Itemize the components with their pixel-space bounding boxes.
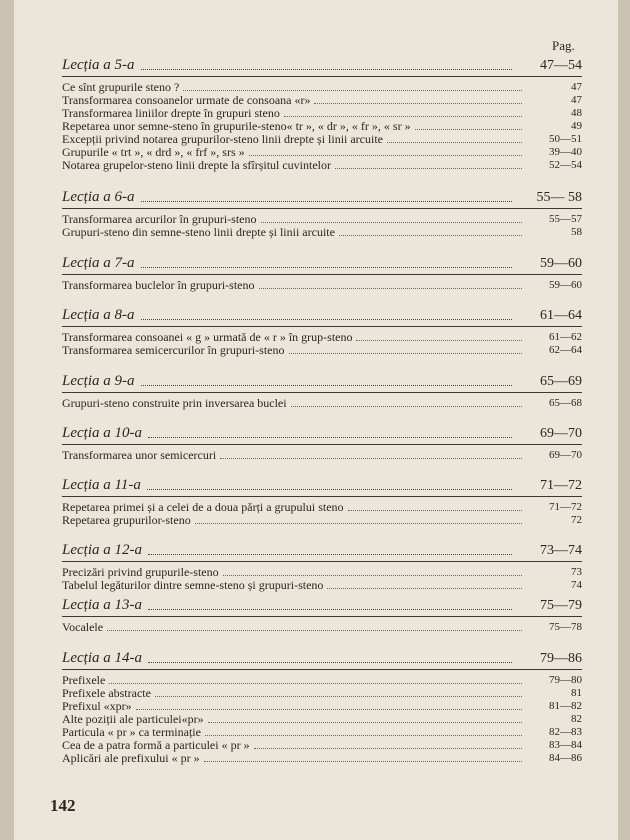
- lesson-title-row: [62, 306, 582, 324]
- lesson-pages: 73—74: [540, 543, 582, 558]
- dot-leader: [183, 90, 522, 91]
- entry-title: Vocalele: [62, 620, 104, 634]
- lesson-title: Lecția a 12-a: [62, 542, 142, 558]
- lesson-section: [62, 254, 582, 292]
- lesson-pages: 79—86: [540, 651, 582, 666]
- entry-pages: 55—57: [549, 213, 582, 225]
- entry-title: Precizări privind grupurile-steno: [62, 565, 219, 579]
- entry-pages: 71—72: [549, 501, 582, 513]
- entry-pages: 47: [571, 94, 582, 106]
- entry-pages: 81—82: [549, 700, 582, 712]
- dot-leader: [415, 129, 522, 130]
- divider: [62, 669, 582, 670]
- lesson-section: [62, 306, 582, 357]
- lesson-title-row: [62, 596, 582, 614]
- lesson-section: [62, 188, 582, 239]
- lesson-section: [62, 56, 582, 172]
- entry-title: Tabelul legăturilor dintre semne-steno și grupuri-steno: [62, 578, 324, 592]
- entry-title: Alte poziții ale particulei«pr»: [62, 712, 204, 726]
- entry-pages: 69—70: [549, 449, 582, 461]
- dot-leader: [291, 406, 522, 407]
- entry-title: Aplicări ale prefixului « pr »: [62, 751, 200, 765]
- entry-title: Notarea grupelor-steno linii drepte la sfîrșitul cuvintelor: [62, 158, 332, 172]
- divider: [62, 392, 582, 393]
- lesson-title-row: [62, 649, 582, 667]
- lesson-title: Lecția a 9-a: [62, 373, 135, 389]
- entry-title: Transformarea semicercurilor în grupuri-steno: [62, 343, 285, 357]
- entry-pages: 48: [571, 107, 582, 119]
- toc-entry: [62, 687, 582, 700]
- lesson-title: Lecția a 7-a: [62, 255, 135, 271]
- entry-pages: 58: [571, 226, 582, 238]
- entry-title: Grupuri-steno construite prin inversarea buclei: [62, 396, 287, 410]
- lesson-title: Lecția a 5-a: [62, 57, 135, 73]
- dot-leader: [348, 510, 522, 511]
- entry-title: Grupuri-steno din semne-steno linii drepte și linii arcuite: [62, 225, 335, 239]
- toc-entry: [62, 397, 582, 410]
- toc-entry: [62, 449, 582, 462]
- entry-pages: 62—64: [549, 344, 582, 356]
- book-page: [14, 0, 618, 840]
- lesson-title: Lecția a 11-a: [62, 477, 141, 493]
- entry-title: Transformarea unor semicercuri: [62, 448, 217, 462]
- lesson-pages: 71—72: [540, 478, 582, 493]
- lesson-section: [62, 424, 582, 462]
- lesson-title-row: [62, 188, 582, 206]
- divider: [62, 76, 582, 77]
- dot-leader: [148, 554, 512, 555]
- lesson-title-row: [62, 254, 582, 272]
- dot-leader: [147, 489, 512, 490]
- entry-pages: 50—51: [549, 133, 582, 145]
- dot-leader: [327, 588, 522, 589]
- entry-pages: 79—80: [549, 674, 582, 686]
- dot-leader: [155, 696, 522, 697]
- toc-entry: [62, 752, 582, 765]
- dot-leader: [208, 722, 522, 723]
- dot-leader: [205, 735, 522, 736]
- entry-pages: 81: [571, 687, 582, 699]
- entry-pages: 82: [571, 713, 582, 725]
- lesson-pages: 47—54: [540, 58, 582, 73]
- lesson-title: Lecția a 14-a: [62, 650, 142, 666]
- entry-pages: 59—60: [549, 279, 582, 291]
- dot-leader: [141, 201, 513, 202]
- dot-leader: [284, 116, 522, 117]
- dot-leader: [314, 103, 522, 104]
- dot-leader: [220, 458, 522, 459]
- dot-leader: [148, 437, 512, 438]
- lesson-pages: 69—70: [540, 426, 582, 441]
- lesson-title-row: [62, 541, 582, 559]
- divider: [62, 326, 582, 327]
- lesson-title: Lecția a 6-a: [62, 189, 135, 205]
- lesson-section: [62, 649, 582, 765]
- dot-leader: [289, 353, 523, 354]
- entry-pages: 61—62: [549, 331, 582, 343]
- dot-leader: [387, 142, 522, 143]
- dot-leader: [356, 340, 522, 341]
- entry-pages: 49: [571, 120, 582, 132]
- entry-pages: 52—54: [549, 159, 582, 171]
- dot-leader: [141, 319, 513, 320]
- lesson-title-row: [62, 424, 582, 442]
- divider: [62, 616, 582, 617]
- dot-leader: [195, 523, 522, 524]
- entry-title: Prefixele: [62, 673, 106, 687]
- lesson-pages: 65—69: [540, 374, 582, 389]
- dot-leader: [261, 222, 523, 223]
- toc-entry: [62, 621, 582, 634]
- lesson-pages: 75—79: [540, 598, 582, 613]
- toc-entry: [62, 159, 582, 172]
- toc-entry: [62, 514, 582, 527]
- dot-leader: [249, 155, 522, 156]
- lesson-section: [62, 476, 582, 527]
- lesson-title: Lecția a 13-a: [62, 597, 142, 613]
- lesson-section: [62, 596, 582, 634]
- page-number: 142: [50, 796, 76, 815]
- entry-title: Transformarea consoanei « g » urmată de « r » în grup-steno: [62, 330, 353, 344]
- lesson-title: Lecția a 8-a: [62, 307, 135, 323]
- entry-pages: 65—68: [549, 397, 582, 409]
- toc-entry: [62, 279, 582, 292]
- dot-leader: [223, 575, 522, 576]
- entry-pages: 82—83: [549, 726, 582, 738]
- dot-leader: [335, 168, 522, 169]
- divider: [62, 274, 582, 275]
- dot-leader: [136, 709, 522, 710]
- entry-pages: 72: [571, 514, 582, 526]
- entry-title: Transformarea consoanelor urmate de consoana «r»: [62, 93, 311, 107]
- entry-title: Repetarea unor semne-steno în grupurile-steno« tr », « dr », « fr », « sr »: [62, 119, 411, 133]
- dot-leader: [107, 630, 522, 631]
- toc-entry: [62, 579, 582, 592]
- dot-leader: [254, 748, 522, 749]
- entry-title: Grupurile « trt », « drd », « frf », srs »: [62, 145, 245, 159]
- entry-title: Transformarea arcurilor în grupuri-steno: [62, 212, 257, 226]
- divider: [62, 444, 582, 445]
- pag-header: Pag.: [552, 38, 575, 53]
- entry-title: Particula « pr » ca terminație: [62, 725, 201, 739]
- entry-pages: 84—86: [549, 752, 582, 764]
- lesson-section: [62, 372, 582, 410]
- entry-title: Prefixul «xpr»: [62, 699, 132, 713]
- lesson-title-row: [62, 56, 582, 74]
- lesson-pages: 59—60: [540, 256, 582, 271]
- divider: [62, 496, 582, 497]
- dot-leader: [141, 69, 513, 70]
- entry-pages: 73: [571, 566, 582, 578]
- lesson-title-row: [62, 476, 582, 494]
- dot-leader: [148, 609, 512, 610]
- dot-leader: [141, 385, 513, 386]
- dot-leader: [339, 235, 522, 236]
- lesson-pages: 61—64: [540, 308, 582, 323]
- dot-leader: [141, 267, 513, 268]
- entry-title: Transformarea liniilor drepte în grupuri steno: [62, 106, 280, 120]
- dot-leader: [148, 662, 512, 663]
- entry-title: Ce sînt grupurile steno ?: [62, 80, 180, 94]
- entry-title: Excepții privind notarea grupurilor-steno linii drepte și linii arcuite: [62, 132, 383, 146]
- entry-title: Cea de a patra formă a particulei « pr »: [62, 738, 250, 752]
- divider: [62, 208, 582, 209]
- toc-entry: [62, 344, 582, 357]
- lesson-section: [62, 541, 582, 592]
- toc-entry: [62, 226, 582, 239]
- entry-pages: 47: [571, 81, 582, 93]
- dot-leader: [259, 288, 522, 289]
- dot-leader: [109, 683, 522, 684]
- entry-pages: 75—78: [549, 621, 582, 633]
- entry-title: Prefixele abstracte: [62, 686, 151, 700]
- divider: [62, 561, 582, 562]
- entry-pages: 74: [571, 579, 582, 591]
- entry-pages: 83—84: [549, 739, 582, 751]
- lesson-title-row: [62, 372, 582, 390]
- entry-pages: 39—40: [549, 146, 582, 158]
- lesson-title: Lecția a 10-a: [62, 425, 142, 441]
- entry-title: Repetarea primei și a celei de a doua părți a grupului steno: [62, 500, 344, 514]
- dot-leader: [204, 761, 522, 762]
- lesson-pages: 55— 58: [536, 190, 582, 205]
- entry-title: Repetarea grupurilor-steno: [62, 513, 191, 527]
- entry-title: Transformarea buclelor în grupuri-steno: [62, 278, 255, 292]
